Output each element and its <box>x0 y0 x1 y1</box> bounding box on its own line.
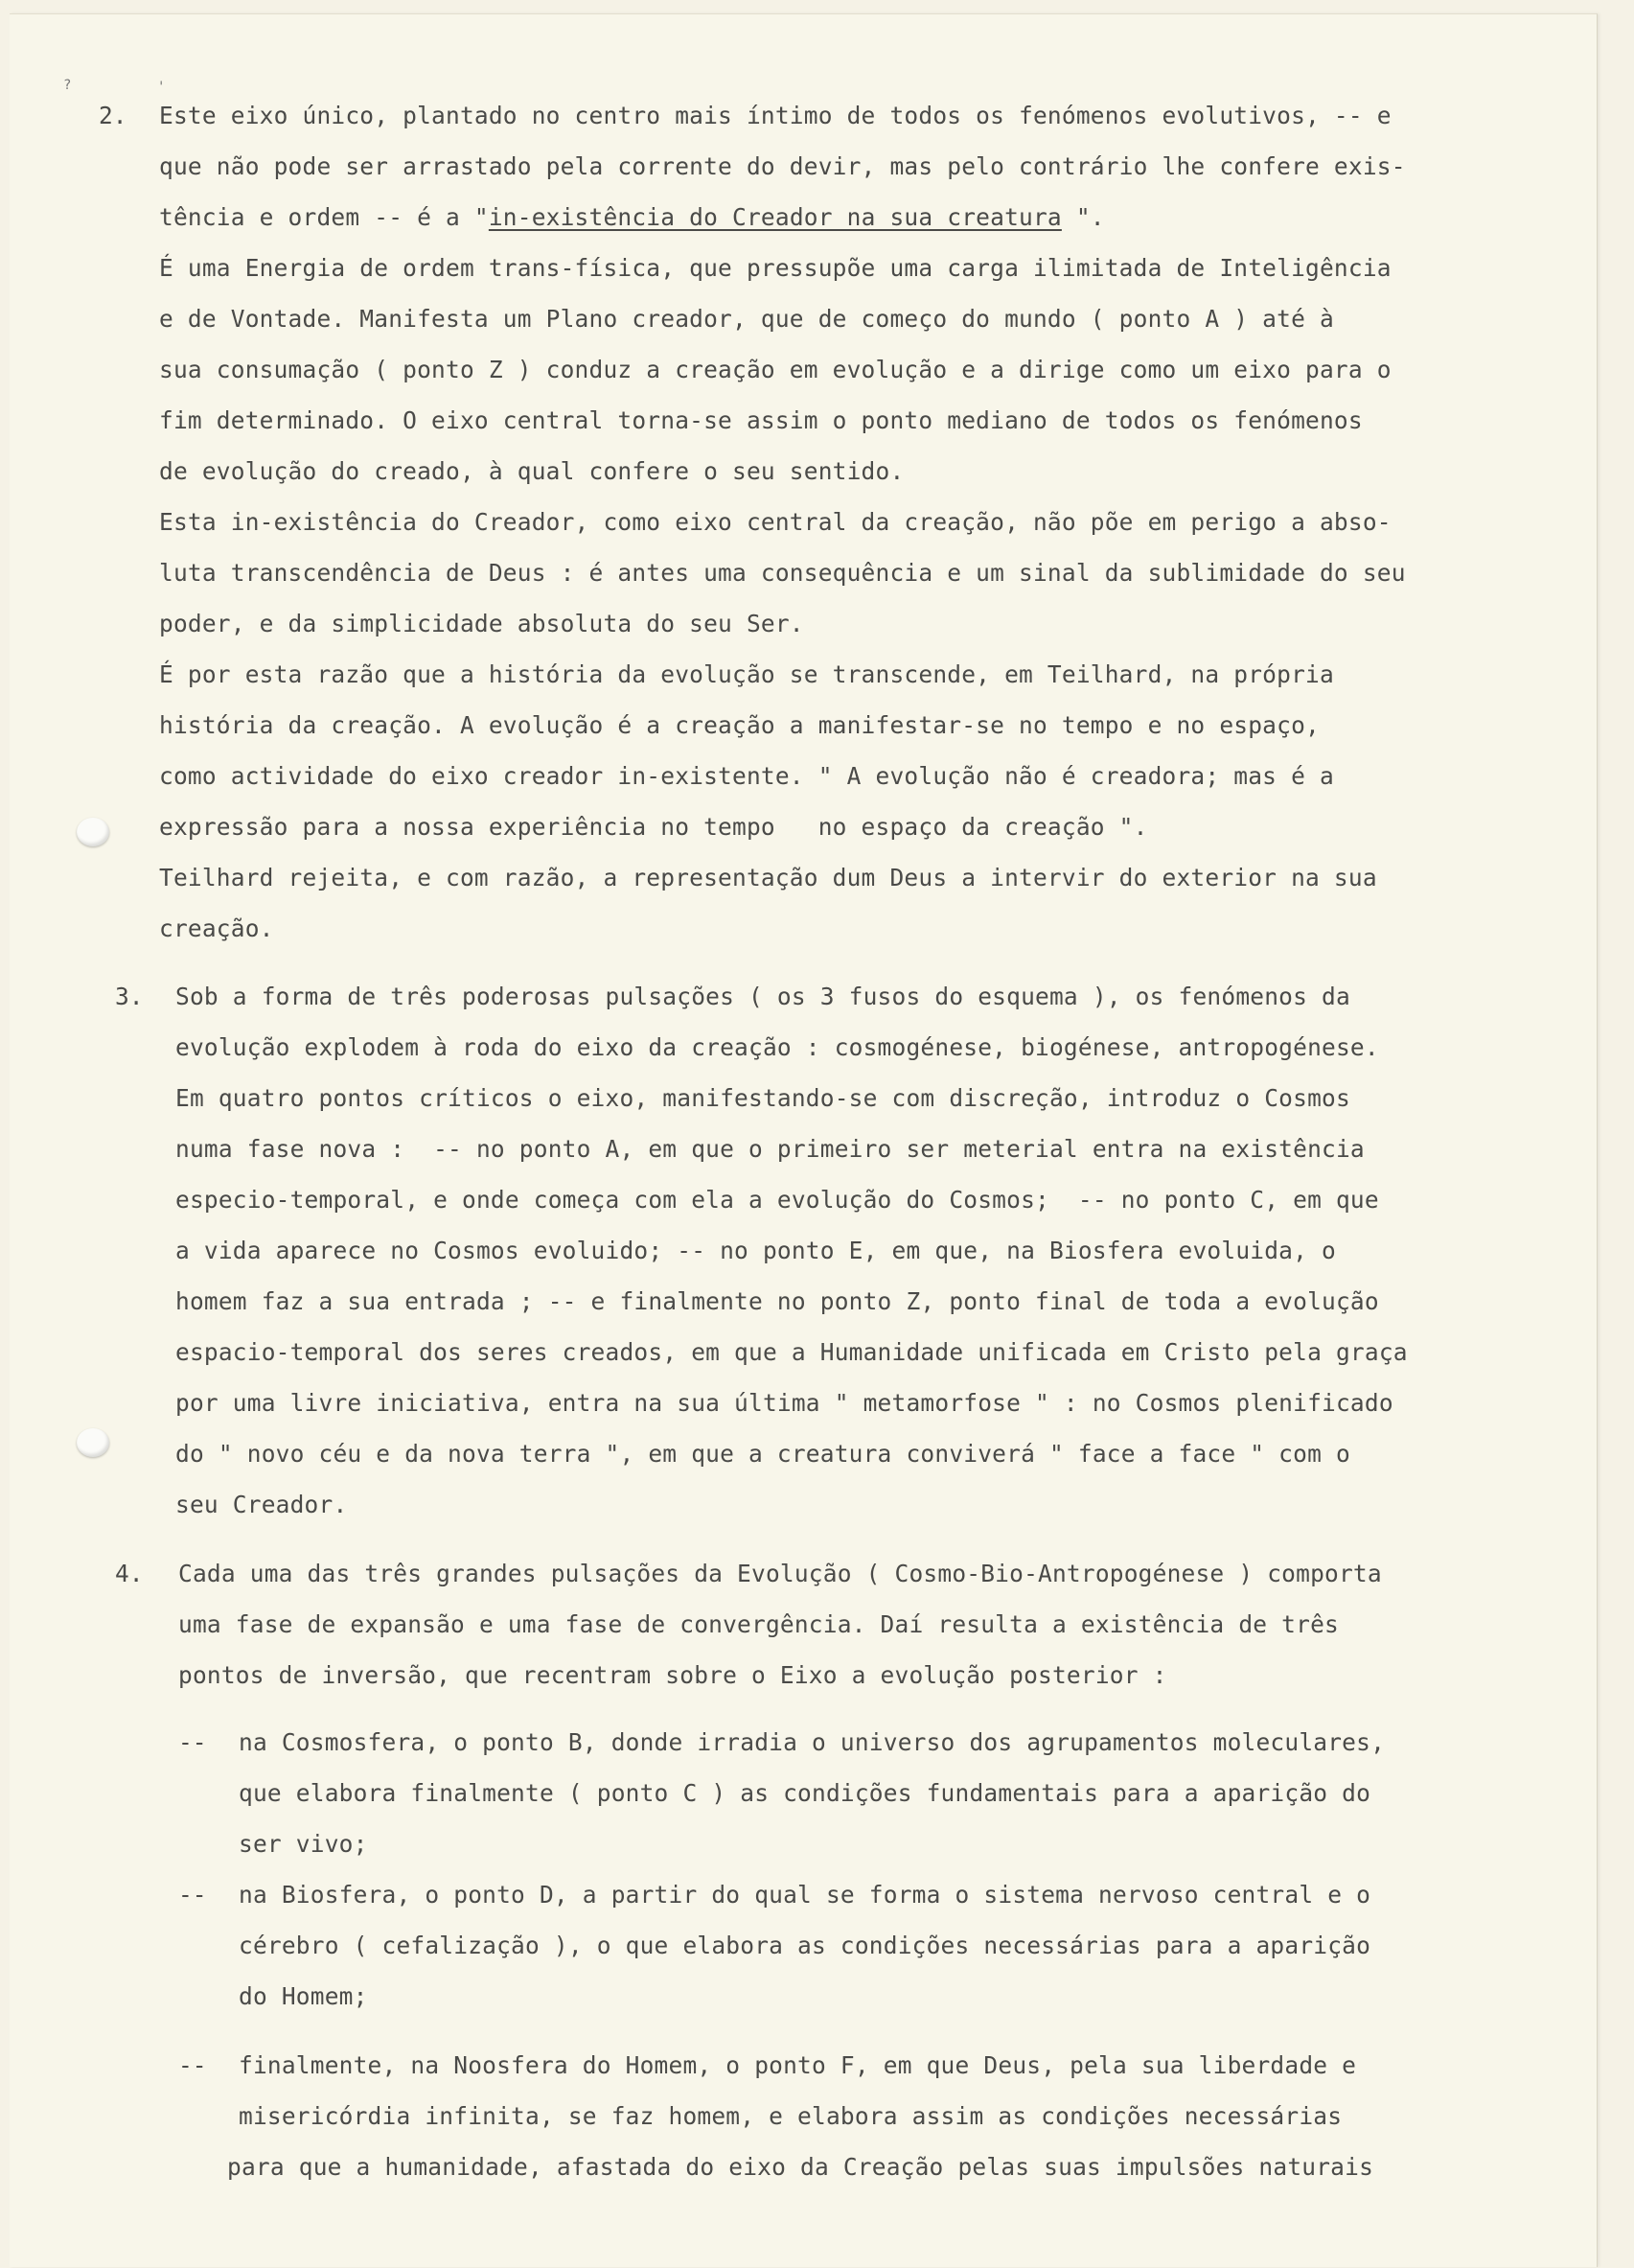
margin-mark: ' <box>157 80 166 95</box>
text-line: expressão para a nossa experiência no tempo no espaço da creação ". <box>159 813 1148 841</box>
text-line: de evolução do creado, à qual confere o seu sentido. <box>159 457 905 485</box>
text-line: luta transcendência de Deus : é antes uma consequência e um sinal da sublimidade do seu <box>159 559 1406 587</box>
text-line: espacio-temporal dos seres creados, em que a Humanidade unificada em Cristo pela graça <box>175 1338 1408 1366</box>
text-segment: ". <box>1061 203 1105 231</box>
section-number: 4. <box>115 1560 144 1587</box>
text-segment: tência e ordem -- é a " <box>159 203 489 231</box>
text-line <box>159 203 1105 232</box>
punch-hole-top <box>77 818 109 846</box>
text-line: a vida aparece no Cosmos evoluido; -- no ponto E, em que, na Biosfera evoluida, o <box>175 1237 1336 1264</box>
bullet-dash: -- <box>178 1881 207 1909</box>
text-line: e de Vontade. Manifesta um Plano creador, que de começo do mundo ( ponto A ) até à <box>159 305 1334 333</box>
text-line: poder, e da simplicidade absoluta do seu Ser. <box>159 610 804 637</box>
underlined-phrase: in-existência do Creador na sua creatura <box>488 203 1062 231</box>
section-number: 3. <box>115 983 144 1010</box>
text-line: Sob a forma de três poderosas pulsações ( os 3 fusos do esquema ), os fenómenos da <box>175 983 1350 1010</box>
text-line: É por esta razão que a história da evolução se transcende, em Teilhard, na própria <box>159 660 1334 688</box>
text-line: por uma livre iniciativa, entra na sua última " metamorfose " : no Cosmos plenificado <box>175 1389 1393 1417</box>
text-line: homem faz a sua entrada ; -- e finalmente no ponto Z, ponto final de toda a evolução <box>175 1287 1379 1315</box>
text-line: para que a humanidade, afastada do eixo da Creação pelas suas impulsões naturais <box>227 2153 1374 2181</box>
text-line: Esta in-existência do Creador, como eixo central da creação, não põe em perigo a abso- <box>159 508 1392 536</box>
text-line: na Biosfera, o ponto D, a partir do qual se forma o sistema nervoso central e o <box>239 1881 1371 1909</box>
text-line: Cada uma das três grandes pulsações da Evolução ( Cosmo-Bio-Antropogénese ) comporta <box>178 1560 1382 1587</box>
text-line: que elabora finalmente ( ponto C ) as condições fundamentais para a aparição do <box>239 1779 1371 1807</box>
text-line: como actividade do eixo creador in-existente. " A evolução não é creadora; mas é a <box>159 762 1334 790</box>
text-line: pontos de inversão, que recentram sobre o Eixo a evolução posterior : <box>178 1661 1167 1689</box>
section-number: 2. <box>99 102 127 129</box>
text-line: ser vivo; <box>239 1830 368 1858</box>
text-line: evolução explodem à roda do eixo da creação : cosmogénese, biogénese, antropogénese. <box>175 1033 1379 1061</box>
text-line: do " novo céu e da nova terra ", em que a creatura conviverá " face a face " com o <box>175 1440 1350 1468</box>
text-line: história da creação. A evolução é a creação a manifestar-se no tempo e no espaço, <box>159 711 1320 739</box>
margin-mark: ? <box>63 78 72 93</box>
text-line: Em quatro pontos críticos o eixo, manifestando-se com discreção, introduz o Cosmos <box>175 1084 1350 1112</box>
text-line: que não pode ser arrastado pela corrente do devir, mas pelo contrário lhe confere exis- <box>159 152 1406 180</box>
text-line: especio-temporal, e onde começa com ela a evolução do Cosmos; -- no ponto C, em que <box>175 1186 1379 1214</box>
text-line: cérebro ( cefalização ), o que elabora as condições necessárias para a aparição <box>239 1932 1371 1959</box>
text-line: Teilhard rejeita, e com razão, a representação dum Deus a intervir do exterior na sua <box>159 864 1377 891</box>
text-line: misericórdia infinita, se faz homem, e elabora assim as condições necessárias <box>239 2102 1343 2130</box>
bullet-dash: -- <box>178 2051 207 2079</box>
text-line: numa fase nova : -- no ponto A, em que o primeiro ser meterial entra na existência <box>175 1135 1365 1163</box>
text-line: na Cosmosfera, o ponto B, donde irradia o universo dos agrupamentos moleculares, <box>239 1728 1386 1756</box>
text-line: É uma Energia de ordem trans-física, que pressupõe uma carga ilimitada de Inteligência <box>159 254 1392 282</box>
text-line: uma fase de expansão e uma fase de convergência. Daí resulta a existência de três <box>178 1610 1339 1638</box>
text-line: do Homem; <box>239 1982 368 2010</box>
text-line: seu Creador. <box>175 1491 348 1518</box>
text-line: sua consumação ( ponto Z ) conduz a creação em evolução e a dirige como um eixo para o <box>159 356 1392 383</box>
text-line: creação. <box>159 914 274 942</box>
punch-hole-bottom <box>77 1428 109 1457</box>
bullet-dash: -- <box>178 1728 207 1756</box>
text-line: fim determinado. O eixo central torna-se assim o ponto mediano de todos os fenómenos <box>159 406 1363 434</box>
text-line: Este eixo único, plantado no centro mais íntimo de todos os fenómenos evolutivos, -- e <box>159 102 1392 129</box>
text-line: finalmente, na Noosfera do Homem, o ponto F, em que Deus, pela sua liberdade e <box>239 2051 1357 2079</box>
